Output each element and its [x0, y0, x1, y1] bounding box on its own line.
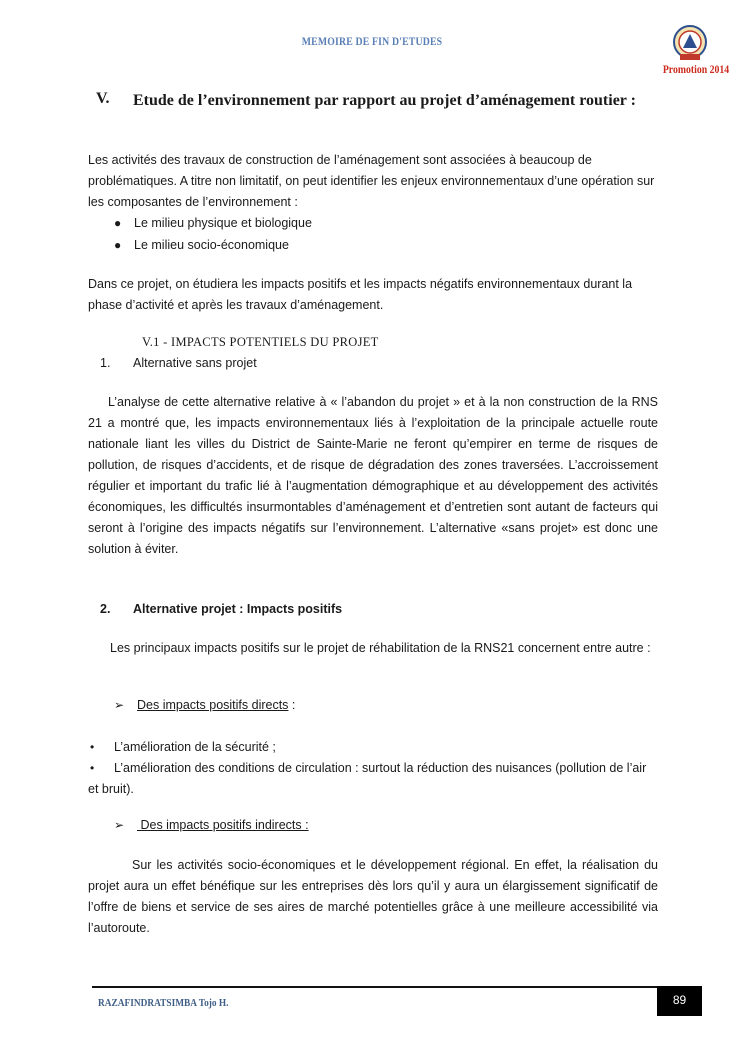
intro-paragraph-2: Dans ce projet, on étudiera les impacts positifs et les impacts négatifs environnementaux durant la phase d’activité et après les travaux d’aménagement. [88, 277, 633, 312]
bullet-icon: • [90, 761, 95, 775]
alternative-2-paragraph: Les principaux impacts positifs sur le projet de réhabilitation de la RNS21 concernent entre autre : [110, 641, 651, 655]
alternative-1-paragraph: L’analyse de cette alternative relative à « l’abandon du projet » et à la non construction de la RNS 21 a montré que, les impacts environnementaux liés à l’exploitation de la principale actuelle route nationale liant les villes du District de Sainte-Marie ne feront qu’empirer en terme de risques de pollution, de risques d’accidents, et de risque de dégradation des zones traversées. L’accroissement régulier et important du trafic lié à l’augmentation démographique et au développement des activités économiques, les difficultés insurmontables d’aménagement et d’entretien sont autant de facteurs qui seront à l’origine des impacts négatifs sur l’environnement. L’alternative «sans projet» est donc une solution à éviter. [88, 395, 658, 556]
list-item [0, 758, 744, 800]
list-item-text: L’amélioration de la sécurité ; [114, 740, 276, 754]
page-number: 89 [657, 986, 702, 1016]
list-item-text: L’amélioration des conditions de circulation : surtout la réduction des nuisances (pollution de l’air et bruit). [88, 761, 647, 796]
alternative-2-title: Alternative projet : Impacts positifs [133, 602, 343, 616]
section-title: Etude de l’environnement par rapport au projet d’aménagement routier : [133, 92, 636, 109]
bullet-icon: • [90, 740, 95, 754]
footer-divider [92, 986, 702, 988]
bullet-icon: ● [114, 216, 122, 230]
subsection-title: V.1 - IMPACTS POTENTIELS DU PROJET [142, 335, 379, 349]
direct-impacts-heading [137, 698, 295, 712]
indirect-impacts-paragraph: Sur les activités socio-économiques et le développement régional. En effet, la réalisation du projet aura un effet bénéfique sur les entreprises dès lors qu’il y aura un élargissement significatif de l’offre de biens et service de ses aires de marché potentielles grâce à une meilleure accessibilité via l’autoroute. [88, 858, 658, 935]
list-item [0, 235, 744, 256]
direct-impacts-heading-text: Des impacts positifs directs [137, 698, 289, 712]
indirect-impacts-heading: Des impacts positifs indirects : [137, 818, 309, 832]
promotion-label: Promotion 2014 [662, 64, 730, 76]
list-item [0, 737, 744, 758]
alternative-1-title: Alternative sans projet [133, 356, 257, 370]
footer-author: RAZAFINDRATSIMBA Tojo H. [98, 997, 229, 1009]
intro-paragraph: Les activités des travaux de construction de l’aménagement sont associées à beaucoup de problématiques. A titre non limitatif, on peut identifier les enjeux environnementaux d’une opération sur les composantes de l’environnement : [88, 153, 655, 209]
university-emblem-icon [672, 24, 708, 64]
list-item [0, 213, 744, 234]
direct-impacts-heading-suffix: : [288, 698, 296, 712]
arrow-bullet-icon: ➢ [114, 698, 125, 712]
heading-number: 1. [100, 356, 111, 370]
section-number: V. [96, 90, 110, 107]
running-header-title: MEMOIRE DE FIN D'ETUDES [301, 36, 443, 48]
arrow-bullet-icon: ➢ [114, 818, 125, 832]
heading-number: 2. [100, 602, 111, 616]
list-item-text: Le milieu physique et biologique [134, 216, 312, 230]
bullet-icon: ● [114, 238, 122, 252]
list-item-text: Le milieu socio-économique [134, 238, 289, 252]
